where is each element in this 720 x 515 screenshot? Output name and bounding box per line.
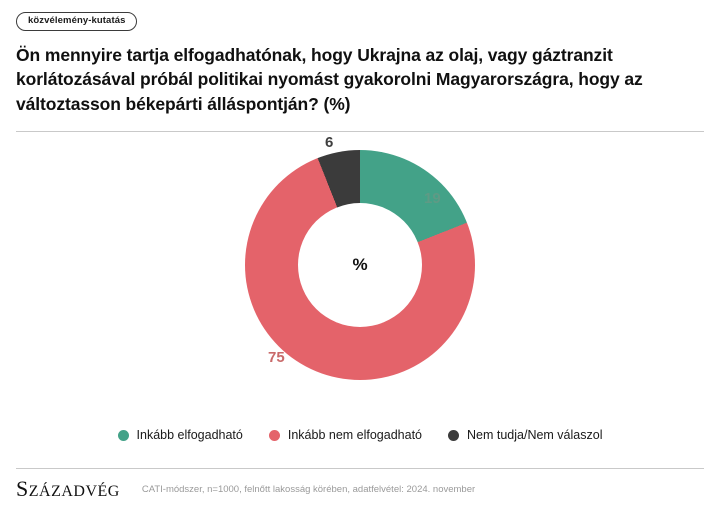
category-tag: közvélemény-kutatás [16, 12, 137, 31]
legend-color-swatch-green [118, 430, 129, 441]
donut-graphic [245, 150, 475, 380]
footer-divider [16, 468, 704, 469]
title-divider [16, 131, 704, 132]
legend-color-swatch-dark [448, 430, 459, 441]
slice-value-nem-tudja: 6 [325, 134, 334, 152]
brand-logo [16, 476, 120, 502]
legend-label: Inkább elfogadható [136, 428, 243, 443]
brand-initial: S [16, 476, 29, 501]
donut-center [298, 203, 422, 327]
chart-legend [0, 428, 720, 442]
footer [16, 471, 704, 507]
brand-name: ZÁZADVÉG [28, 483, 120, 500]
slice-value-inkabb-elfogadhato: 19 [424, 190, 441, 208]
legend-item [269, 428, 422, 442]
donut-ring [245, 150, 475, 380]
legend-label: Inkább nem elfogadható [287, 428, 422, 443]
tag-row [0, 0, 720, 31]
legend-color-swatch-red [269, 430, 280, 441]
donut-chart [0, 134, 720, 443]
legend-label: Nem tudja/Nem válaszol [467, 428, 603, 443]
donut-center-label: % [352, 255, 368, 275]
page-title: Ön mennyire tartja elfogadhatónak, hogy Ukrajna az olaj, vagy gáztranzit korlátozásával próbál politikai nyomást gyakorolni Magyarországra, hogy az változtasson békepárti álláspontján? (%) [16, 44, 643, 115]
legend-item [448, 428, 602, 442]
slice-value-inkabb-nem-elfogadhato: 75 [268, 349, 285, 367]
methodology-note: CATI-módszer, n=1000, felnőtt lakosság körében, adatfelvétel: 2024. november [141, 483, 476, 495]
legend-item [118, 428, 243, 442]
